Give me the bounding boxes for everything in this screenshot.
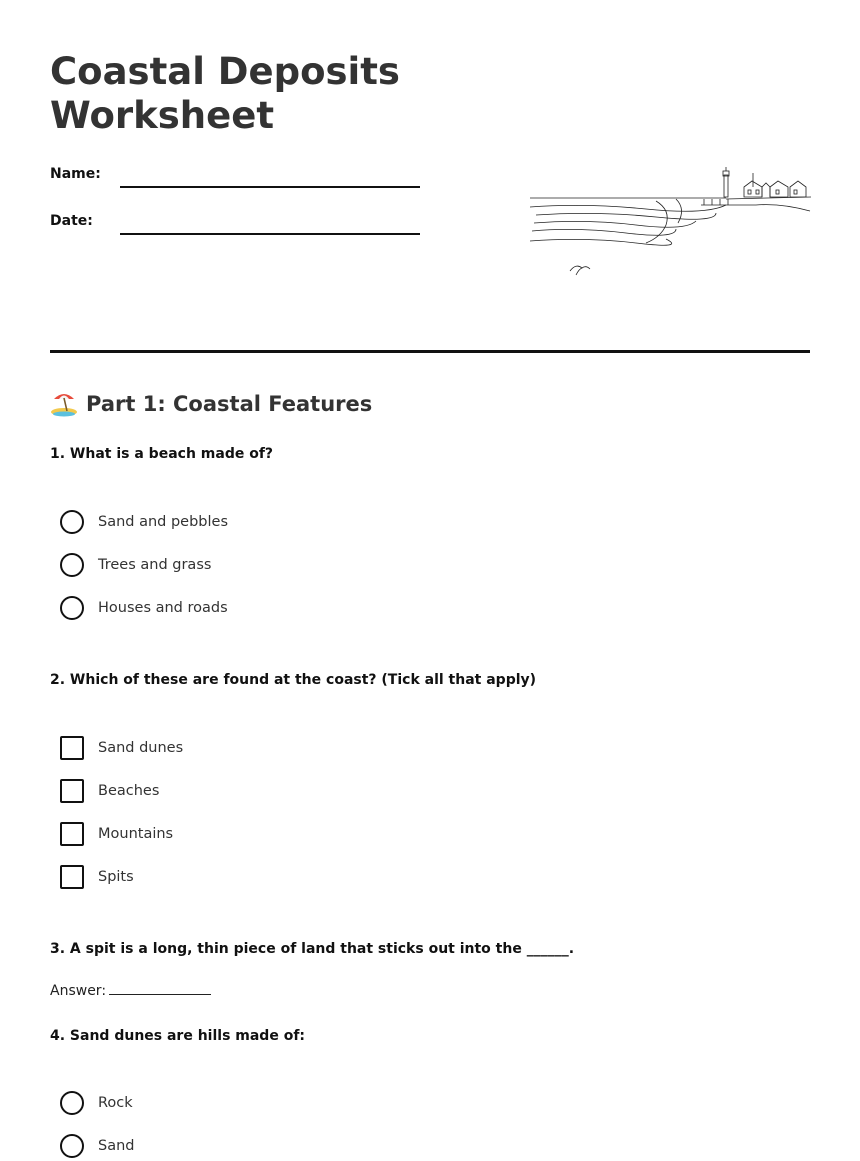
option-label: Sand <box>98 1138 135 1154</box>
answer-label: Answer: <box>50 983 107 999</box>
worksheet-title <box>50 50 400 138</box>
title-line-2: Worksheet <box>50 94 275 137</box>
title-line-1: Coastal Deposits <box>50 50 400 93</box>
radio-button[interactable] <box>60 1134 84 1158</box>
beach-umbrella-icon <box>50 389 78 417</box>
option-label: Trees and grass <box>98 557 212 573</box>
answer-blank[interactable] <box>109 982 211 995</box>
checkbox[interactable] <box>60 736 84 760</box>
date-label: Date: <box>50 213 93 229</box>
option-label: Beaches <box>98 783 160 799</box>
part1-heading <box>50 389 372 419</box>
q1-option[interactable] <box>60 552 211 578</box>
q2-option[interactable] <box>60 821 173 847</box>
checkbox[interactable] <box>60 865 84 889</box>
radio-button[interactable] <box>60 596 84 620</box>
name-field[interactable] <box>120 186 420 188</box>
question-1: 1. What is a beach made of? <box>50 446 274 462</box>
date-field[interactable] <box>120 233 420 235</box>
q2-option[interactable] <box>60 735 183 761</box>
q1-option[interactable] <box>60 595 228 621</box>
option-label: Sand and pebbles <box>98 514 229 530</box>
q4-option[interactable] <box>60 1133 134 1159</box>
name-label: Name: <box>50 166 101 182</box>
radio-button[interactable] <box>60 510 84 534</box>
coastal-lighthouse-sketch <box>526 165 816 290</box>
checkbox[interactable] <box>60 822 84 846</box>
option-label: Spits <box>98 869 134 885</box>
question-2: 2. Which of these are found at the coast? (Tick all that apply) <box>50 672 537 688</box>
option-label: Rock <box>98 1095 133 1111</box>
section-divider <box>50 350 810 353</box>
q1-option[interactable] <box>60 509 228 535</box>
question-3: 3. A spit is a long, thin piece of land that sticks out into the ______. <box>50 941 575 957</box>
checkbox[interactable] <box>60 779 84 803</box>
q2-option[interactable] <box>60 864 134 890</box>
option-label: Mountains <box>98 826 174 842</box>
question-4: 4. Sand dunes are hills made of: <box>50 1028 306 1044</box>
q4-option[interactable] <box>60 1090 133 1116</box>
radio-button[interactable] <box>60 1091 84 1115</box>
option-label: Houses and roads <box>98 600 228 616</box>
q2-option[interactable] <box>60 778 159 804</box>
part1-title: Part 1: Coastal Features <box>86 392 373 416</box>
q3-answer <box>50 982 211 999</box>
radio-button[interactable] <box>60 553 84 577</box>
option-label: Sand dunes <box>98 740 184 756</box>
